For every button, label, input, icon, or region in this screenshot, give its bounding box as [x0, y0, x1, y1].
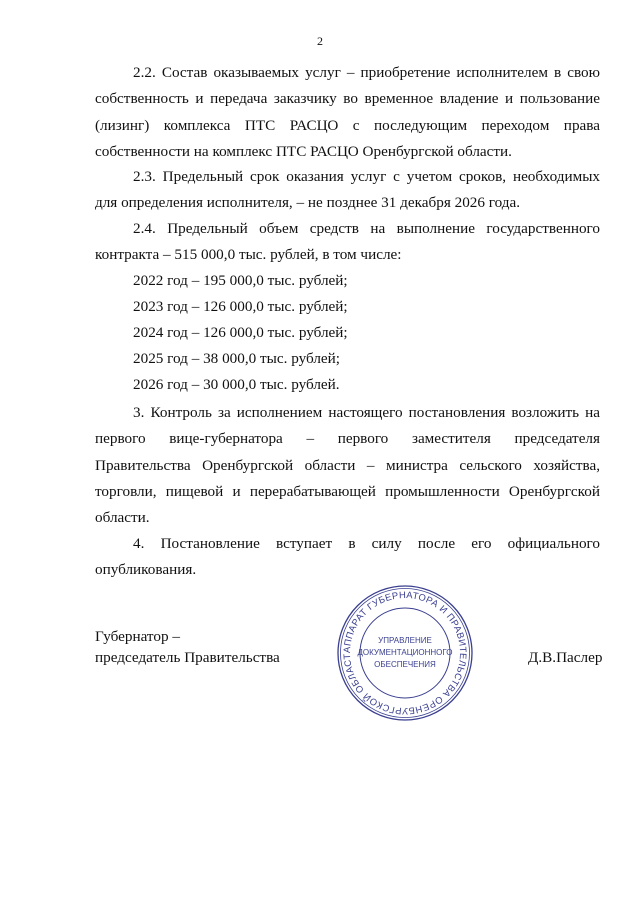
- year-amount-2023: 2023 год – 126 000,0 тыс. рублей;: [133, 298, 348, 315]
- text-line: собственность и передача заказчику во временное владение и пользование: [95, 90, 600, 108]
- text-line: 4. Постановление вступает в силу после его официального: [133, 535, 600, 552]
- text-line: 2.4. Предельный объем средств на выполнение государственного: [133, 220, 600, 237]
- text-line: контракта – 515 000,0 тыс. рублей, в том числе:: [95, 246, 402, 264]
- text-line: опубликования.: [95, 561, 197, 579]
- stamp-inner-line1: УПРАВЛЕНИЕ: [378, 636, 432, 645]
- section-3: [95, 400, 600, 531]
- text-line: 2.2. Состав оказываемых услуг – приобретение исполнителем в свою: [133, 64, 600, 81]
- section-4: [95, 531, 600, 584]
- year-amount-2024: 2024 год – 126 000,0 тыс. рублей;: [133, 324, 348, 341]
- signatory-title: [95, 626, 280, 668]
- section-2-2: [95, 60, 600, 165]
- text-line: 3. Контроль за исполнением настоящего постановления возложить на: [133, 404, 600, 421]
- year-amount-2022: 2022 год – 195 000,0 тыс. рублей;: [133, 272, 348, 289]
- text-line: для определения исполнителя, – не позднее 31 декабря 2026 года.: [95, 194, 521, 212]
- signatory-title-line1: Губернатор –: [95, 628, 180, 645]
- text-line: собственности на комплекс ПТС РАСЦО Оренбургской области.: [95, 142, 512, 160]
- text-line: торговли, пищевой и перерабатывающей промышленности Оренбургской: [95, 482, 600, 500]
- section-2-3: [95, 164, 600, 217]
- stamp-outer-text: АППАРАТ ГУБЕРНАТОРА И ПРАВИТЕЛЬСТВА ОРЕНБУРГСКОЙ ОБЛАСТ: [340, 588, 470, 718]
- text-line: первого вице-губернатора – первого заместителя председателя: [95, 430, 600, 448]
- signatory-name: Д.В.Паслер: [528, 649, 603, 666]
- year-amount-2026: 2026 год – 30 000,0 тыс. рублей.: [133, 376, 340, 393]
- stamp-inner-line2: ДОКУМЕНТАЦИОННОГО: [357, 648, 453, 657]
- text-line: области.: [95, 509, 150, 527]
- official-stamp: [335, 583, 475, 723]
- text-line: Правительства Оренбургской области – министра сельского хозяйства,: [95, 456, 600, 474]
- section-2-4: [95, 216, 600, 269]
- page-number: 2: [317, 34, 323, 48]
- stamp-inner-line3: ОБЕСПЕЧЕНИЯ: [374, 660, 436, 669]
- text-line: (лизинг) комплекса ПТС РАСЦО с последующим переходом права: [95, 116, 600, 134]
- year-amount-2025: 2025 год – 38 000,0 тыс. рублей;: [133, 350, 341, 367]
- signatory-title-line2: председатель Правительства: [95, 649, 280, 666]
- text-line: 2.3. Предельный срок оказания услуг с учетом сроков, необходимых: [133, 168, 600, 185]
